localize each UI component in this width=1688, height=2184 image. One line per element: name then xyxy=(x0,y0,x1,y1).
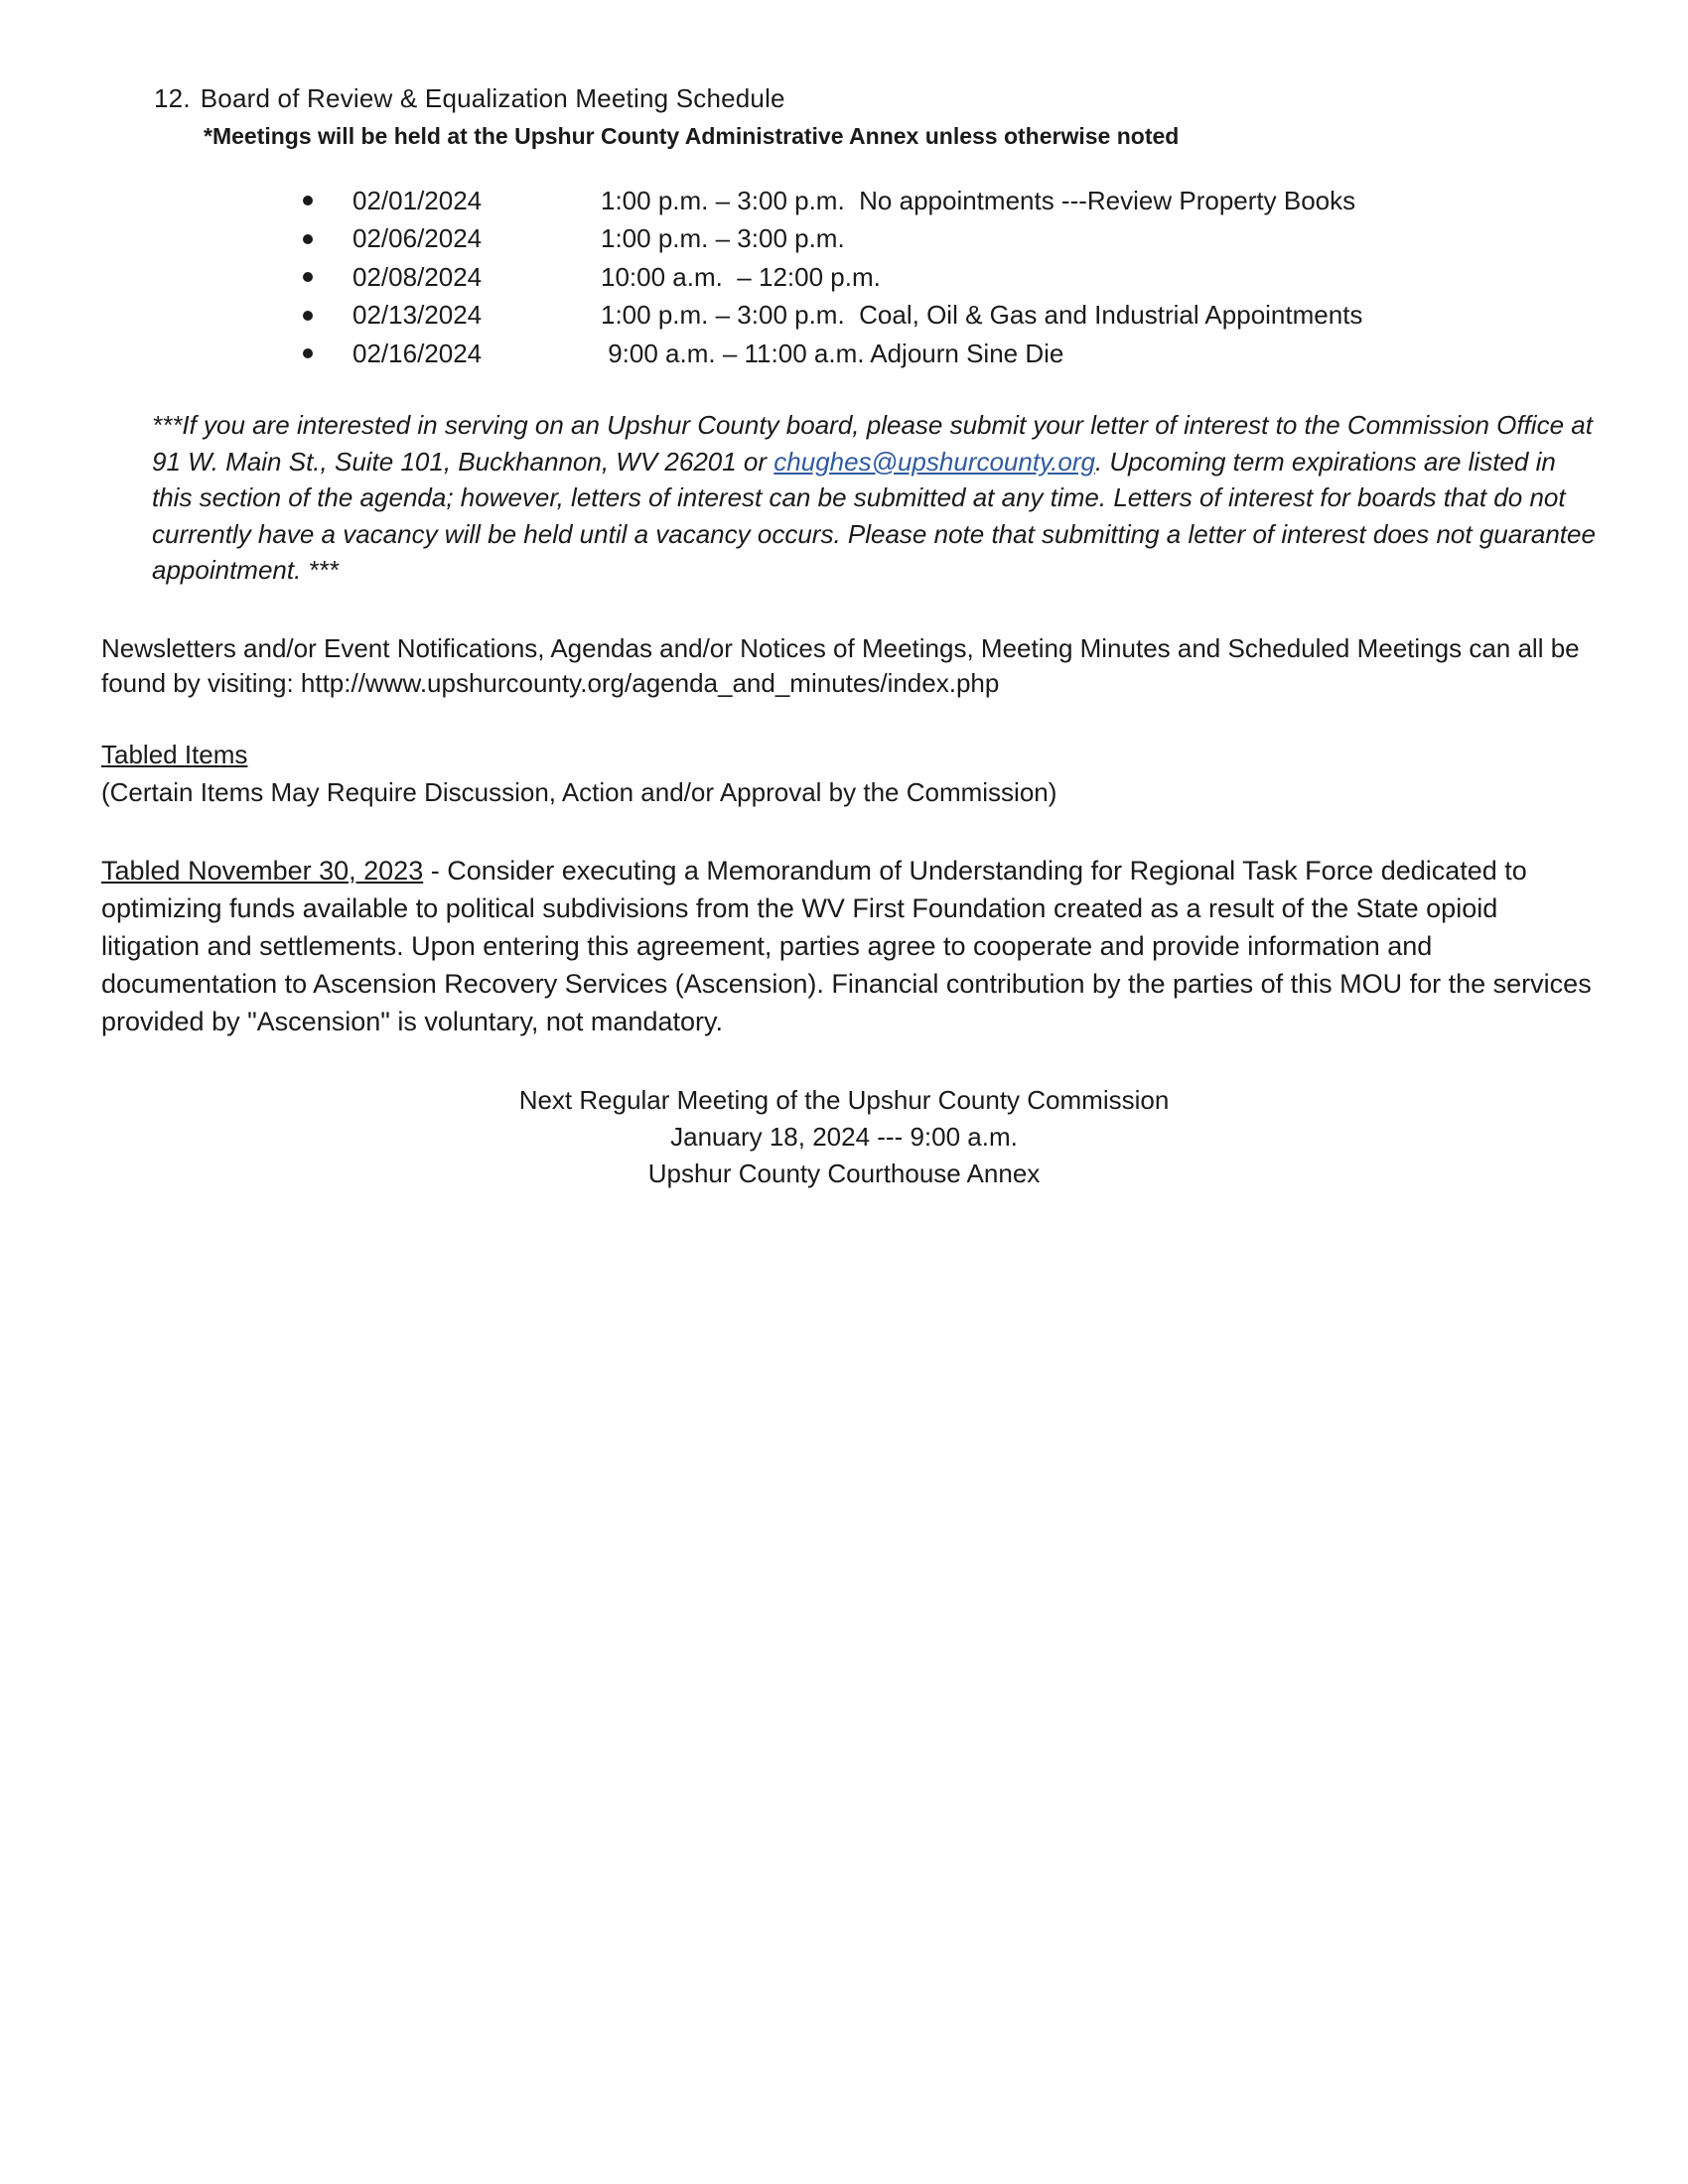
agenda-item-heading xyxy=(154,83,785,114)
tabled-items-subheading: (Certain Items May Require Discussion, Action and/or Approval by the Commission) xyxy=(101,777,1057,807)
schedule-date: 02/06/2024 xyxy=(352,223,483,254)
tabled-item-text: - Consider executing a Memorandum of Understanding for Regional Task Force dedicated to optimizing funds available to political subdivisions from the WV First Foundation created as a result of the State opioid litigation and settlements. Upon entering this agreement, parties agree to cooperate and provide information and documentation to Ascension Recovery Services (Ascension). Financial contribution by the parties of this MOU for the services provided by "Ascension" is voluntary, not mandatory. xyxy=(101,856,1592,1036)
meeting-location-note: *Meetings will be held at the Upshur County Administrative Annex unless otherwise noted xyxy=(204,123,1180,149)
schedule-date: 02/13/2024 xyxy=(352,300,483,331)
tabled-item-paragraph xyxy=(101,852,1601,1040)
next-meeting-title: Next Regular Meeting of the Upshur County Commission xyxy=(518,1085,1170,1115)
bullet-icon xyxy=(303,348,313,358)
schedule-row xyxy=(303,220,1362,259)
schedule-date: 02/16/2024 xyxy=(352,338,483,368)
board-note-text: ***If you are interested in serving on an Upshur County board, please submit your letter of interest to the Commission Office at 91 W. Main St., Suite 101, Buckhannon, WV 26201 or xyxy=(152,410,1593,477)
next-meeting-block xyxy=(357,1082,1331,1192)
schedule-time: 9:00 a.m. – 11:00 a.m. xyxy=(601,338,865,368)
schedule-row xyxy=(303,297,1362,336)
schedule-description: Coal, Oil & Gas and Industrial Appointments xyxy=(844,300,1363,331)
schedule-time: 1:00 p.m. – 3:00 p.m. xyxy=(601,223,845,254)
bullet-icon xyxy=(303,234,313,244)
board-note-text-continued: . Upcoming term expirations are listed in this section of the agenda; however, letters of interest can be submitted at any time. Letters of interest for boards that do not currently have a vacancy will be held until a vacancy occurs. Please note that submitting a letter of interest does not guarantee appointment. *** xyxy=(152,446,1596,585)
schedule-date: 02/01/2024 xyxy=(352,185,483,215)
agenda-item-number: 12. xyxy=(154,83,191,113)
schedule-description: No appointments ---Review Property Books xyxy=(844,185,1356,215)
schedule-row xyxy=(303,182,1362,220)
board-interest-note xyxy=(152,407,1602,589)
meeting-schedule-list xyxy=(303,182,1362,373)
schedule-row xyxy=(303,258,1362,297)
agenda-item-title: Board of Review & Equalization Meeting Schedule xyxy=(200,83,785,113)
schedule-time: 10:00 a.m. – 12:00 p.m. xyxy=(601,261,881,292)
tabled-items-heading: Tabled Items xyxy=(101,740,248,769)
next-meeting-datetime: January 18, 2024 --- 9:00 a.m. xyxy=(670,1122,1018,1152)
newsletters-paragraph: Newsletters and/or Event Notifications, Agendas and/or Notices of Meetings, Meeting Minutes and Scheduled Meetings can all be found by visiting: http://www.upshurcounty.org/agenda_and_minutes/index.php xyxy=(101,633,1580,698)
schedule-description: Adjourn Sine Die xyxy=(864,338,1064,368)
schedule-time: 1:00 p.m. – 3:00 p.m. xyxy=(601,185,845,215)
schedule-time: 1:00 p.m. – 3:00 p.m. xyxy=(601,300,845,331)
bullet-icon xyxy=(303,196,313,205)
bullet-icon xyxy=(303,311,313,321)
schedule-row xyxy=(303,335,1362,373)
tabled-item-date: Tabled November 30, 2023 xyxy=(101,856,424,886)
next-meeting-location: Upshur County Courthouse Annex xyxy=(647,1159,1041,1188)
bullet-icon xyxy=(303,272,313,282)
email-link[interactable]: chughes@upshurcounty.org xyxy=(774,446,1095,477)
schedule-date: 02/08/2024 xyxy=(352,261,483,292)
